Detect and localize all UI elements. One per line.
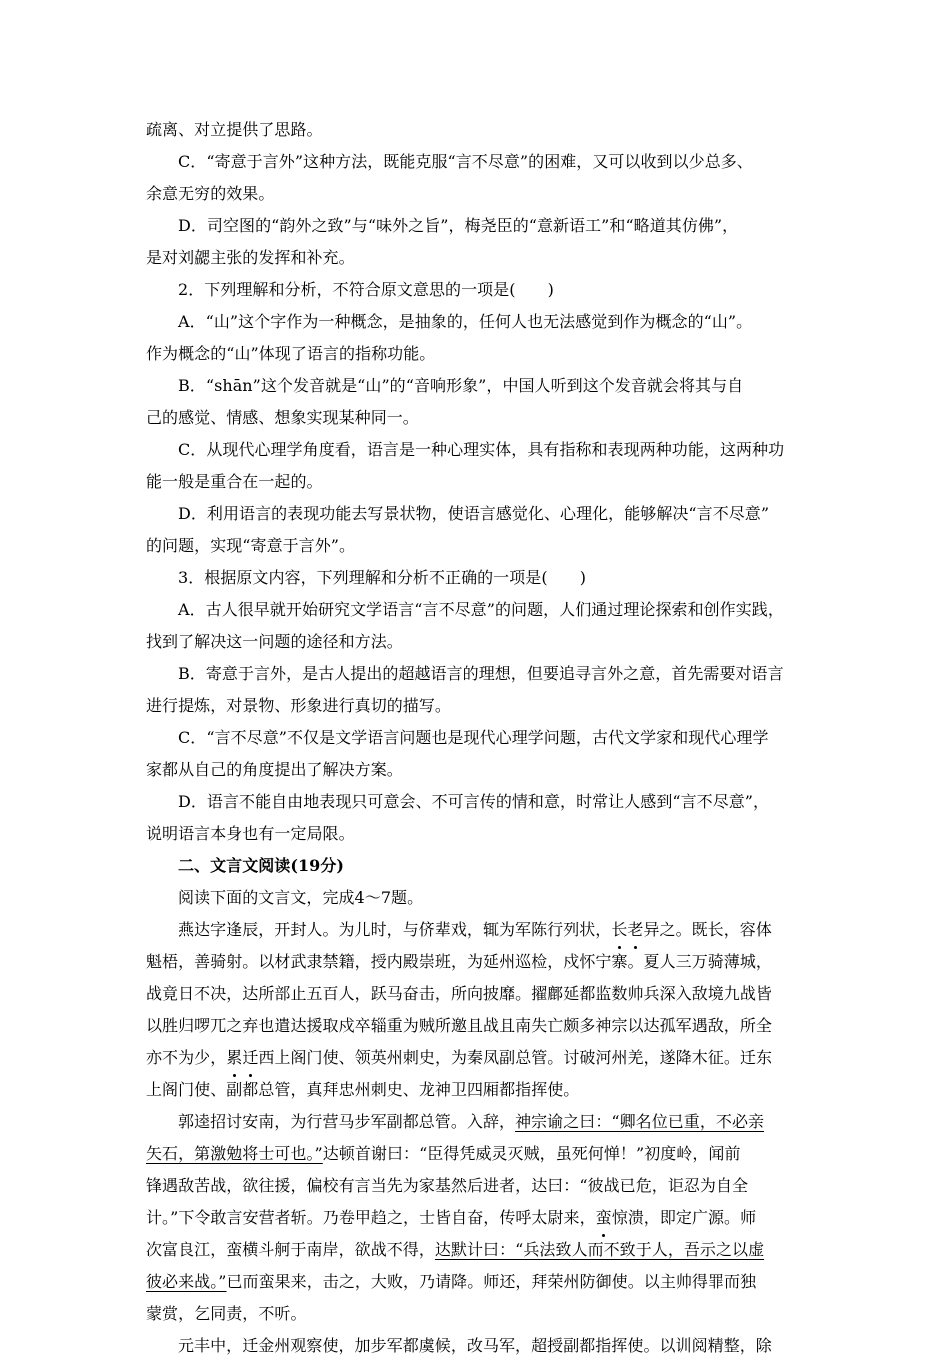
text-line: 作为概念的“山”体现了语言的指称功能。: [146, 344, 436, 363]
passage-line: 锋遇敌苦战，欲往援，偏校有言当先为家基然后进者，达曰：“彼战已危，讵忍为自全: [146, 1176, 749, 1195]
emphasis-dot-char: 累: [226, 1042, 242, 1074]
passage-line: 战竟日不决，达所部止五百人，跃马奋击，所向披靡。擢鄜延都监数帅兵深入敌境九战皆: [146, 984, 772, 1003]
passage-text: 已而蛮果来，击之，大败，乃请降。师还，拜荣州防御使。以主帅得罪而独: [226, 1272, 757, 1291]
passage-line: 魁梧，善骑射。以材武隶禁籍，授内殿崇班，为延州巡检，戍怀宁寨。夏人三万骑薄城，: [146, 952, 772, 971]
section-instruction: 阅读下面的文言文，完成4～7题。: [178, 888, 424, 907]
option-c-q2: C．从现代心理学角度看，语言是一种心理实体，具有指称和表现两种功能，这两种功: [178, 440, 785, 459]
text-line: 家都从自己的角度提出了解决方案。: [146, 760, 403, 779]
emphasis-dot-char: 蛮: [596, 1202, 612, 1234]
text-line: 能一般是重合在一起的。: [146, 472, 323, 491]
passage-text: 西上阁门使、领英州刺史，为秦凤副总管。讨破河州羌，遂降木征。迁东: [258, 1048, 772, 1067]
passage-text: 郭逵招讨安南，为行营马步军副都总管。入辞，: [178, 1112, 516, 1131]
passage-line: 上阁门使、副都总管，真拜忠州刺史、龙神卫四厢都指挥使。: [146, 1080, 580, 1099]
text-line: 是对刘勰主张的发挥和补充。: [146, 248, 355, 267]
text-line: 的问题，实现“寄意于言外”。: [146, 536, 356, 555]
option-a-q2: A．“山”这个字作为一种概念，是抽象的，任何人也无法感觉到作为概念的“山”。: [178, 312, 753, 331]
passage-text: 计。”下令敢言安营者斩。乃卷甲趋之，士皆自奋，传呼太尉来，: [146, 1208, 596, 1227]
passage-line: [146, 1202, 808, 1234]
text-line: 进行提炼，对景物、形象进行真切的描写。: [146, 696, 451, 715]
text-line: 疏离、对立提供了思路。: [146, 120, 323, 139]
option-d-q2: D．利用语言的表现功能去写景状物，使语言感觉化、心理化，能够解决“言不尽意”: [178, 504, 770, 523]
option-d-q1: D．司空图的“韵外之致”与“味外之旨”，梅尧臣的“意新语工”和“略道其仿佛”，: [178, 216, 739, 235]
passage-text: 达顿首谢曰：“臣得凭威灵灭贼，虽死何惮！”初度岭，闻前: [322, 1144, 741, 1163]
underlined-sentence: 矢石，第激勉将士可也。”: [146, 1144, 323, 1163]
text-line: 找到了解决这一问题的途径和方法。: [146, 632, 403, 651]
passage-line: [146, 1042, 808, 1074]
emphasis-dot-char: 迁: [242, 1042, 258, 1074]
passage-text: 次富良江，蛮横斗舸于南岸，欲战不得，: [146, 1240, 435, 1259]
option-a-q3: A．古人很早就开始研究文学语言“言不尽意”的问题，人们通过理论探索和创作实践，: [178, 600, 784, 619]
emphasis-dot-char: 老: [627, 914, 643, 946]
text-line: 己的感觉、情感、想象实现某种同一。: [146, 408, 419, 427]
option-b-q3: B．寄意于言外，是古人提出的超越语言的理想，但要追寻言外之意，首先需要对语言: [178, 664, 784, 683]
passage-line: [146, 1138, 808, 1170]
question-2: 2．下列理解和分析，不符合原文意思的一项是( ): [178, 280, 554, 299]
passage-text: 亦不为少，: [146, 1048, 227, 1067]
text-line: 说明语言本身也有一定局限。: [146, 824, 355, 843]
section-heading: 二、文言文阅读(19分): [178, 856, 345, 875]
option-c-q1: C．“寄意于言外”这种方法，既能克服“言不尽意”的困难，又可以收到以少总多、: [178, 152, 753, 171]
passage-text: 燕达字逢辰，开封人。为儿时，与侪辈戏，辄为军陈行列状，: [178, 920, 612, 939]
passage-line: 以胜归啰兀之弃也遣达援取戍卒辎重为贼所邀且战且南失亡颇多神宗以达孤军遇敌，所全: [146, 1016, 772, 1035]
passage-line: [146, 1266, 808, 1298]
text-line: 余意无穷的效果。: [146, 184, 275, 203]
passage-line: 蒙赏，乞同责，不听。: [146, 1304, 307, 1323]
option-b-q2: B．“shān”这个发音就是“山”的“音响形象”，中国人听到这个发音就会将其与自: [178, 376, 744, 395]
passage-text: 异之。既长，容体: [643, 920, 772, 939]
passage-line: 元丰中，迁金州观察使，加步军都虞候，改马军，超授副都指挥使。以训阅精整，除: [178, 1336, 772, 1355]
passage-line: [146, 1106, 808, 1138]
passage-line: [146, 1234, 808, 1266]
underlined-sentence: 神宗谕之曰：“卿名位已重，不必亲: [515, 1112, 765, 1131]
underlined-sentence: 彼必来战。”: [146, 1272, 227, 1291]
underlined-sentence: 达默计曰：“兵法致人而不致于人，吾示之以虚: [434, 1240, 765, 1259]
passage-line: [146, 914, 808, 946]
passage-text: 惊溃，即定广源。师: [611, 1208, 757, 1227]
option-c-q3: C．“言不尽意”不仅是文学语言问题也是现代心理学问题，古代文学家和现代心理学: [178, 728, 769, 747]
option-d-q3: D．语言不能自由地表现只可意会、不可言传的情和意，时常让人感到“言不尽意”，: [178, 792, 770, 811]
question-3: 3．根据原文内容，下列理解和分析不正确的一项是( ): [178, 568, 587, 587]
emphasis-dot-char: 长: [611, 914, 627, 946]
